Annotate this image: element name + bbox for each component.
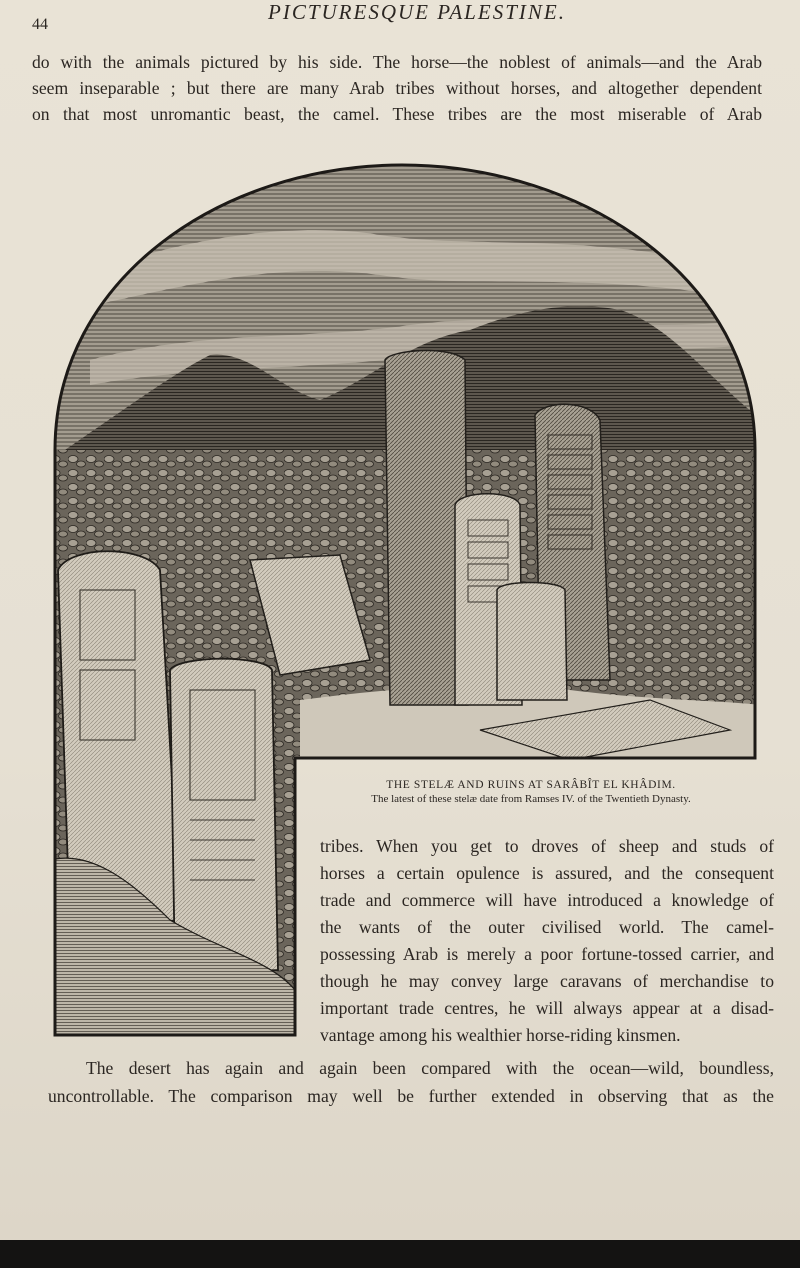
side-text-line: possessing Arab is merely a poor fortune-tossed carrier, and (320, 944, 774, 964)
body-line: seem inseparable ; but there are many Arab tribes without horses, and altogether dependent (32, 78, 762, 98)
side-text-line: horses a certain opulence is assured, and the consequent (320, 863, 774, 883)
short-stele (497, 583, 567, 701)
foreground-stele-right (170, 659, 278, 975)
body-line: do with the animals pictured by his side. The horse—the noblest of animals—and the Arab (32, 52, 762, 72)
side-text-line: though he may convey large caravans of merchandise to (320, 971, 774, 991)
running-title: PICTURESQUE PALESTINE. (268, 0, 566, 24)
table-surface (0, 1240, 800, 1268)
body-line: uncontrollable. The comparison may well be further extended in observing that as the (48, 1086, 774, 1106)
side-text-line: vantage among his wealthier horse-riding kinsmen. (320, 1025, 681, 1045)
side-text-line: trade and commerce will have introduced a knowledge of (320, 890, 774, 910)
page-number: 44 (32, 16, 48, 33)
body-line: on that most unromantic beast, the camel. These tribes are the most miserable of Arab (32, 104, 762, 124)
caption-title: THE STELÆ AND RUINS AT SARÂBÎT EL KHÂDIM. (386, 779, 676, 791)
side-text-line: tribes. When you get to droves of sheep and studs of (320, 836, 774, 856)
body-line: The desert has again and again been compared with the ocean—wild, boundless, (86, 1058, 774, 1078)
caption-subtitle: The latest of these stelæ date from Ramses IV. of the Twentieth Dynasty. (371, 793, 691, 805)
side-text-line: important trade centres, he will always appear at a disad- (320, 998, 774, 1018)
side-text-line: the wants of the outer civilised world. The camel- (320, 917, 774, 937)
